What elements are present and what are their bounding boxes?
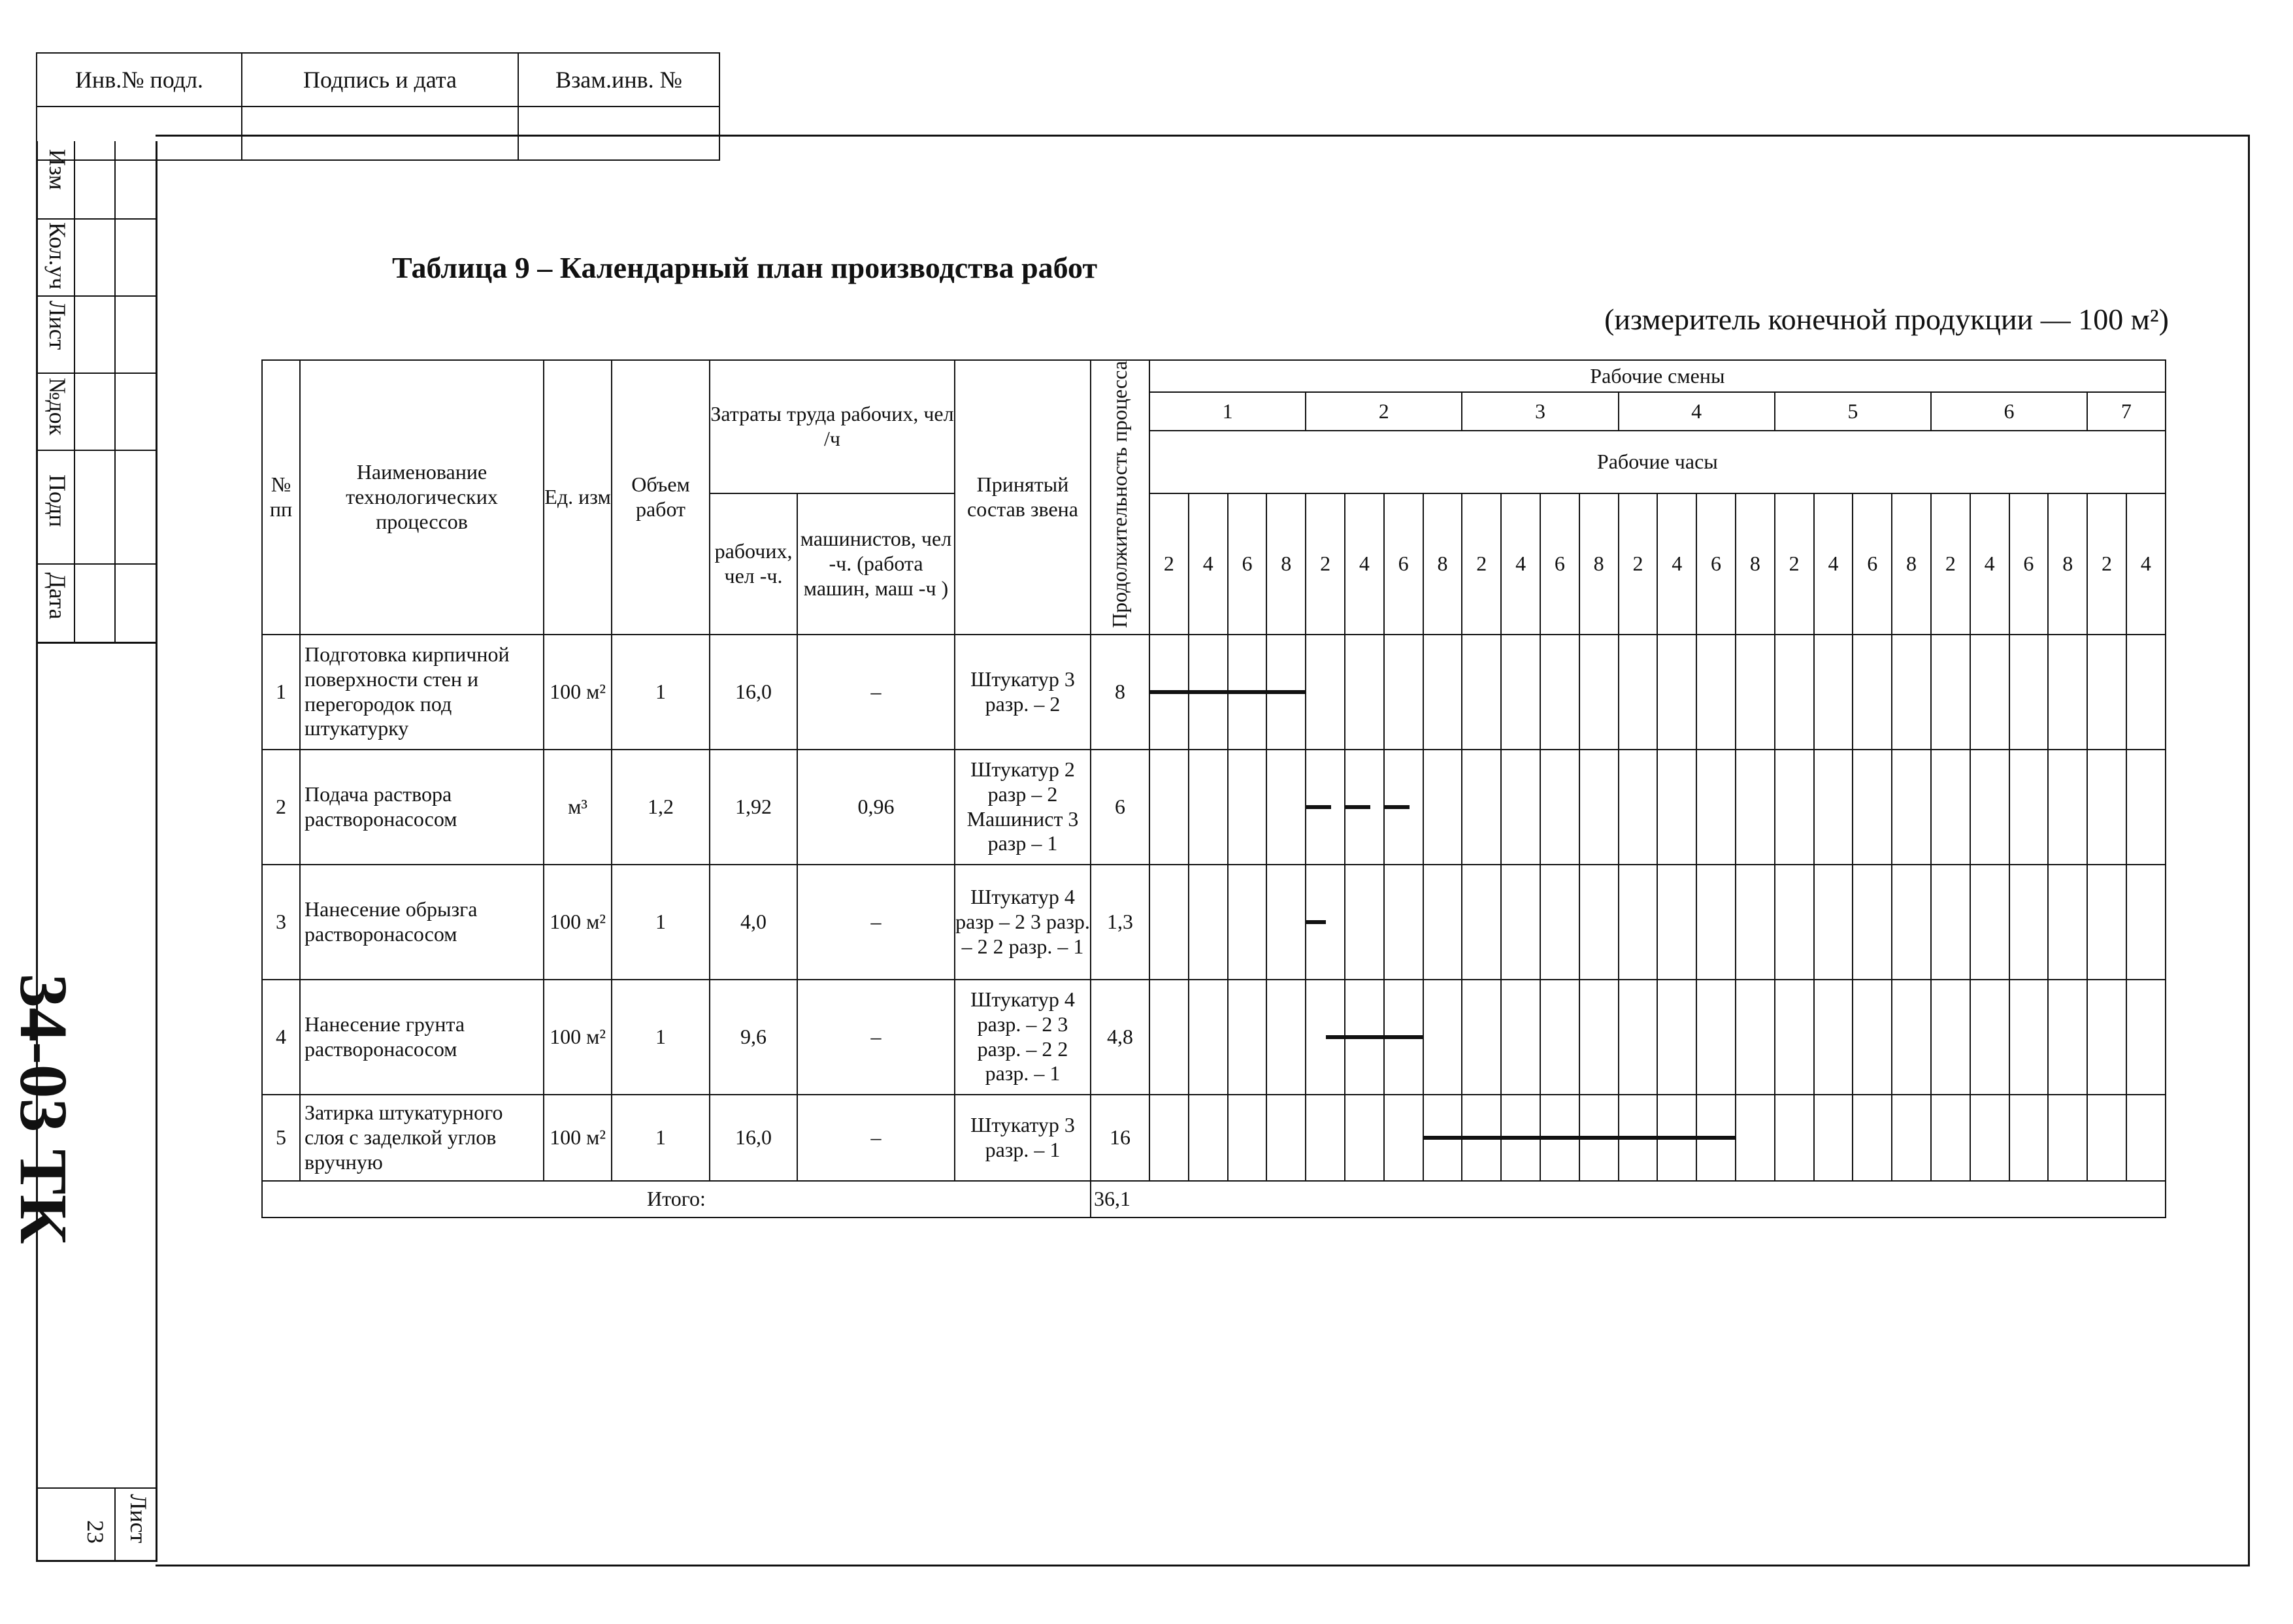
gantt-cell bbox=[1579, 750, 1619, 865]
gantt-cell bbox=[1970, 865, 2009, 980]
gantt-cell bbox=[1931, 1095, 1970, 1181]
gantt-cell bbox=[2048, 980, 2087, 1095]
gantt-cell bbox=[1814, 750, 1853, 865]
machinists-labor-cell: – bbox=[797, 635, 955, 750]
gantt-cell bbox=[1775, 865, 1814, 980]
document-code: 34-03 ТК bbox=[6, 974, 81, 1244]
gantt-cell bbox=[1266, 1095, 1306, 1181]
gantt-cell bbox=[2009, 980, 2049, 1095]
volume-cell: 1 bbox=[612, 1095, 710, 1181]
total-value: 36,1 bbox=[1091, 1181, 2166, 1218]
header-duration: Продолжительность процесса bbox=[1091, 360, 1149, 635]
gantt-cell bbox=[1501, 635, 1540, 750]
gantt-cell bbox=[2126, 635, 2166, 750]
gantt-cell bbox=[1970, 750, 2009, 865]
hour-tick: 8 bbox=[1736, 493, 1775, 635]
shift-number: 5 bbox=[1775, 392, 1931, 431]
stamp-vzam-inv: Взам.инв. № bbox=[518, 53, 719, 107]
gantt-cell bbox=[2087, 635, 2126, 750]
gantt-cell bbox=[1540, 980, 1579, 1095]
row-number: 3 bbox=[262, 865, 300, 980]
process-name: Подготовка кирпичной поверхности стен и перегородок под штукатурку bbox=[300, 635, 544, 750]
hour-tick: 4 bbox=[1657, 493, 1696, 635]
unit-cell: 100 м² bbox=[544, 635, 612, 750]
gantt-cell bbox=[1501, 980, 1540, 1095]
gantt-cell bbox=[1853, 750, 1892, 865]
machinists-labor-cell: – bbox=[797, 980, 955, 1095]
gantt-cell bbox=[1423, 1095, 1462, 1181]
gantt-cell bbox=[1266, 635, 1306, 750]
header-labor: Затраты труда рабочих, чел /ч bbox=[710, 360, 955, 493]
gantt-cell bbox=[1814, 635, 1853, 750]
gantt-cell bbox=[1306, 635, 1345, 750]
table-row bbox=[262, 635, 2166, 750]
crew-cell: Штукатур 3 разр. – 2 bbox=[955, 635, 1091, 750]
header-hours: Рабочие часы bbox=[1149, 431, 2166, 493]
unit-cell: 100 м² bbox=[544, 980, 612, 1095]
shift-number: 1 bbox=[1149, 392, 1306, 431]
header-shifts: Рабочие смены bbox=[1149, 360, 2166, 392]
gantt-cell bbox=[1619, 1095, 1658, 1181]
gantt-cell bbox=[1853, 635, 1892, 750]
gantt-cell bbox=[2126, 750, 2166, 865]
gantt-cell bbox=[1736, 635, 1775, 750]
gantt-cell bbox=[1775, 1095, 1814, 1181]
gantt-cell bbox=[1149, 750, 1189, 865]
hour-tick: 4 bbox=[1814, 493, 1853, 635]
gantt-cell bbox=[2009, 750, 2049, 865]
gantt-cell bbox=[1814, 865, 1853, 980]
gantt-cell bbox=[1931, 865, 1970, 980]
hour-tick: 2 bbox=[2087, 493, 2126, 635]
gantt-cell bbox=[1892, 750, 1931, 865]
hour-tick: 6 bbox=[1384, 493, 1423, 635]
duration-cell: 6 bbox=[1091, 750, 1149, 865]
gantt-cell bbox=[1462, 750, 1501, 865]
gantt-cell bbox=[1266, 865, 1306, 980]
gantt-cell bbox=[2087, 1095, 2126, 1181]
gantt-cell bbox=[2126, 980, 2166, 1095]
gantt-cell bbox=[1384, 980, 1423, 1095]
hour-tick: 4 bbox=[2126, 493, 2166, 635]
gantt-cell bbox=[1540, 635, 1579, 750]
hour-tick: 8 bbox=[1423, 493, 1462, 635]
workers-labor-cell: 16,0 bbox=[710, 635, 797, 750]
gantt-cell bbox=[1149, 980, 1189, 1095]
process-name: Затирка штукатурного слоя с заделкой углов вручную bbox=[300, 1095, 544, 1181]
gantt-cell bbox=[1853, 1095, 1892, 1181]
gantt-cell bbox=[2048, 1095, 2087, 1181]
hour-tick: 2 bbox=[1775, 493, 1814, 635]
gantt-cell bbox=[1892, 1095, 1931, 1181]
rail-izm: Изм bbox=[44, 149, 71, 190]
table-row bbox=[262, 980, 2166, 1095]
gantt-cell bbox=[1696, 865, 1736, 980]
gantt-cell bbox=[1736, 865, 1775, 980]
gantt-cell bbox=[1306, 865, 1345, 980]
hour-tick: 2 bbox=[1931, 493, 1970, 635]
rail-list: Лист bbox=[44, 301, 71, 350]
crew-cell: Штукатур 3 разр. – 1 bbox=[955, 1095, 1091, 1181]
gantt-cell bbox=[1266, 980, 1306, 1095]
gantt-cell bbox=[1619, 635, 1658, 750]
gantt-cell bbox=[1189, 980, 1228, 1095]
gantt-cell bbox=[1189, 635, 1228, 750]
shift-number: 6 bbox=[1931, 392, 2087, 431]
gantt-cell bbox=[1619, 865, 1658, 980]
gantt-cell bbox=[1345, 750, 1384, 865]
gantt-cell bbox=[2126, 1095, 2166, 1181]
gantt-cell bbox=[1423, 865, 1462, 980]
gantt-cell bbox=[1970, 635, 2009, 750]
gantt-cell bbox=[1384, 750, 1423, 865]
gantt-cell bbox=[1423, 635, 1462, 750]
gantt-cell bbox=[1657, 980, 1696, 1095]
gantt-cell bbox=[1657, 635, 1696, 750]
gantt-cell bbox=[1384, 865, 1423, 980]
gantt-cell bbox=[1814, 1095, 1853, 1181]
hour-tick: 6 bbox=[1228, 493, 1267, 635]
gantt-cell bbox=[2009, 1095, 2049, 1181]
duration-cell: 16 bbox=[1091, 1095, 1149, 1181]
header-volume: Объем работ bbox=[612, 360, 710, 635]
unit-cell: м³ bbox=[544, 750, 612, 865]
workers-labor-cell: 1,92 bbox=[710, 750, 797, 865]
gantt-cell bbox=[1228, 980, 1267, 1095]
hour-tick: 2 bbox=[1462, 493, 1501, 635]
process-name: Нанесение обрызга растворонасосом bbox=[300, 865, 544, 980]
machinists-labor-cell: 0,96 bbox=[797, 750, 955, 865]
gantt-cell bbox=[1619, 980, 1658, 1095]
gantt-cell bbox=[1736, 980, 1775, 1095]
gantt-cell bbox=[1775, 980, 1814, 1095]
gantt-cell bbox=[1736, 1095, 1775, 1181]
gantt-cell bbox=[2087, 750, 2126, 865]
shift-number: 4 bbox=[1619, 392, 1775, 431]
hour-tick: 2 bbox=[1149, 493, 1189, 635]
row-number: 1 bbox=[262, 635, 300, 750]
sheet-number: 23 bbox=[82, 1520, 108, 1544]
gantt-cell bbox=[1228, 750, 1267, 865]
machinists-labor-cell: – bbox=[797, 1095, 955, 1181]
gantt-cell bbox=[1696, 635, 1736, 750]
crew-cell: Штукатур 4 разр. – 2 3 разр. – 2 2 разр. – 1 bbox=[955, 980, 1091, 1095]
hour-tick: 4 bbox=[1970, 493, 2009, 635]
shift-number: 3 bbox=[1462, 392, 1618, 431]
gantt-cell bbox=[1775, 750, 1814, 865]
volume-cell: 1 bbox=[612, 980, 710, 1095]
gantt-cell bbox=[1149, 635, 1189, 750]
hour-tick: 2 bbox=[1619, 493, 1658, 635]
gantt-cell bbox=[1579, 980, 1619, 1095]
workers-labor-cell: 4,0 bbox=[710, 865, 797, 980]
row-number: 4 bbox=[262, 980, 300, 1095]
process-name: Нанесение грунта растворонасосом bbox=[300, 980, 544, 1095]
hour-tick: 8 bbox=[1579, 493, 1619, 635]
gantt-cell bbox=[1892, 865, 1931, 980]
unit-cell: 100 м² bbox=[544, 865, 612, 980]
gantt-cell bbox=[1814, 980, 1853, 1095]
gantt-cell bbox=[1345, 865, 1384, 980]
gantt-cell bbox=[1345, 980, 1384, 1095]
rail-kol-uch: Кол.уч bbox=[44, 222, 71, 290]
gantt-cell bbox=[2126, 865, 2166, 980]
sheet-label: Лист bbox=[125, 1494, 152, 1544]
gantt-cell bbox=[2048, 750, 2087, 865]
rail-podp: Подп bbox=[44, 474, 71, 527]
workers-labor-cell: 16,0 bbox=[710, 1095, 797, 1181]
table-title: Таблица 9 – Календарный план производства работ bbox=[392, 251, 1098, 284]
gantt-cell bbox=[2009, 635, 2049, 750]
gantt-cell bbox=[1657, 865, 1696, 980]
gantt-cell bbox=[1970, 1095, 2009, 1181]
hour-tick: 4 bbox=[1345, 493, 1384, 635]
process-name: Подача раствора растворонасосом bbox=[300, 750, 544, 865]
volume-cell: 1,2 bbox=[612, 750, 710, 865]
schedule-table bbox=[261, 359, 2166, 1218]
hour-tick: 2 bbox=[1306, 493, 1345, 635]
gantt-cell bbox=[1892, 980, 1931, 1095]
hour-tick: 4 bbox=[1501, 493, 1540, 635]
header-num: № пп bbox=[262, 360, 300, 635]
table-subtitle: (измеритель конечной продукции — 100 м²) bbox=[1604, 303, 2169, 336]
gantt-cell bbox=[1696, 750, 1736, 865]
gantt-cell bbox=[1540, 1095, 1579, 1181]
rail-ndok: №док bbox=[44, 378, 71, 436]
gantt-cell bbox=[1619, 750, 1658, 865]
gantt-cell bbox=[1423, 980, 1462, 1095]
hour-tick: 8 bbox=[1266, 493, 1306, 635]
table-row bbox=[262, 865, 2166, 980]
shift-number: 7 bbox=[2087, 392, 2166, 431]
gantt-cell bbox=[1266, 750, 1306, 865]
gantt-cell bbox=[1462, 980, 1501, 1095]
gantt-cell bbox=[1853, 865, 1892, 980]
gantt-cell bbox=[1970, 980, 2009, 1095]
stamp-podpis-data: Подпись и дата bbox=[242, 53, 518, 107]
gantt-cell bbox=[1696, 1095, 1736, 1181]
gantt-cell bbox=[1501, 865, 1540, 980]
gantt-cell bbox=[1228, 1095, 1267, 1181]
gantt-cell bbox=[1149, 865, 1189, 980]
hour-tick: 6 bbox=[1853, 493, 1892, 635]
gantt-cell bbox=[1189, 1095, 1228, 1181]
hour-tick: 6 bbox=[1696, 493, 1736, 635]
gantt-cell bbox=[1579, 635, 1619, 750]
left-rail bbox=[36, 141, 159, 1561]
hour-tick: 6 bbox=[1540, 493, 1579, 635]
hour-tick: 8 bbox=[1892, 493, 1931, 635]
gantt-cell bbox=[1384, 635, 1423, 750]
gantt-cell bbox=[1696, 980, 1736, 1095]
gantt-cell bbox=[1189, 865, 1228, 980]
hour-tick: 4 bbox=[1189, 493, 1228, 635]
gantt-cell bbox=[1228, 635, 1267, 750]
gantt-cell bbox=[2048, 865, 2087, 980]
gantt-cell bbox=[1306, 750, 1345, 865]
gantt-cell bbox=[1931, 980, 1970, 1095]
workers-labor-cell: 9,6 bbox=[710, 980, 797, 1095]
gantt-cell bbox=[1189, 750, 1228, 865]
gantt-cell bbox=[2048, 635, 2087, 750]
table-row bbox=[262, 1095, 2166, 1181]
row-number: 5 bbox=[262, 1095, 300, 1181]
duration-cell: 8 bbox=[1091, 635, 1149, 750]
unit-cell: 100 м² bbox=[544, 1095, 612, 1181]
gantt-cell bbox=[1501, 1095, 1540, 1181]
header-labor-machinists: машинистов, чел -ч. (работа машин, маш -ч ) bbox=[797, 493, 955, 635]
duration-cell: 1,3 bbox=[1091, 865, 1149, 980]
gantt-cell bbox=[1306, 1095, 1345, 1181]
header-name: Наименование технологических процессов bbox=[300, 360, 544, 635]
gantt-cell bbox=[1540, 750, 1579, 865]
machinists-labor-cell: – bbox=[797, 865, 955, 980]
gantt-cell bbox=[1736, 750, 1775, 865]
hour-tick: 6 bbox=[2009, 493, 2049, 635]
gantt-cell bbox=[1462, 865, 1501, 980]
gantt-cell bbox=[2087, 980, 2126, 1095]
table-row bbox=[262, 750, 2166, 865]
gantt-cell bbox=[1853, 980, 1892, 1095]
gantt-cell bbox=[1892, 635, 1931, 750]
crew-cell: Штукатур 2 разр – 2 Машинист 3 разр – 1 bbox=[955, 750, 1091, 865]
gantt-cell bbox=[1462, 635, 1501, 750]
gantt-cell bbox=[1579, 865, 1619, 980]
volume-cell: 1 bbox=[612, 865, 710, 980]
total-label: Итого: bbox=[262, 1181, 1091, 1218]
gantt-cell bbox=[1775, 635, 1814, 750]
header-labor-workers: рабочих, чел -ч. bbox=[710, 493, 797, 635]
gantt-cell bbox=[1501, 750, 1540, 865]
gantt-cell bbox=[1657, 1095, 1696, 1181]
row-number: 2 bbox=[262, 750, 300, 865]
gantt-cell bbox=[1931, 750, 1970, 865]
gantt-cell bbox=[1228, 865, 1267, 980]
shift-number: 2 bbox=[1306, 392, 1462, 431]
gantt-cell bbox=[1149, 1095, 1189, 1181]
crew-cell: Штукатур 4 разр – 2 3 разр. – 2 2 разр. – 1 bbox=[955, 865, 1091, 980]
stamp-inv-podl: Инв.№ подл. bbox=[37, 53, 242, 107]
gantt-cell bbox=[1931, 635, 1970, 750]
gantt-cell bbox=[1345, 635, 1384, 750]
gantt-cell bbox=[1306, 980, 1345, 1095]
volume-cell: 1 bbox=[612, 635, 710, 750]
header-crew: Принятый состав звена bbox=[955, 360, 1091, 635]
gantt-cell bbox=[1345, 1095, 1384, 1181]
duration-cell: 4,8 bbox=[1091, 980, 1149, 1095]
rail-data: Дата bbox=[44, 572, 71, 620]
gantt-cell bbox=[1384, 1095, 1423, 1181]
gantt-cell bbox=[2009, 865, 2049, 980]
gantt-cell bbox=[1579, 1095, 1619, 1181]
gantt-cell bbox=[2087, 865, 2126, 980]
header-unit: Ед. изм bbox=[544, 360, 612, 635]
gantt-cell bbox=[1423, 750, 1462, 865]
gantt-cell bbox=[1657, 750, 1696, 865]
gantt-cell bbox=[1462, 1095, 1501, 1181]
gantt-cell bbox=[1540, 865, 1579, 980]
hour-tick: 8 bbox=[2048, 493, 2087, 635]
